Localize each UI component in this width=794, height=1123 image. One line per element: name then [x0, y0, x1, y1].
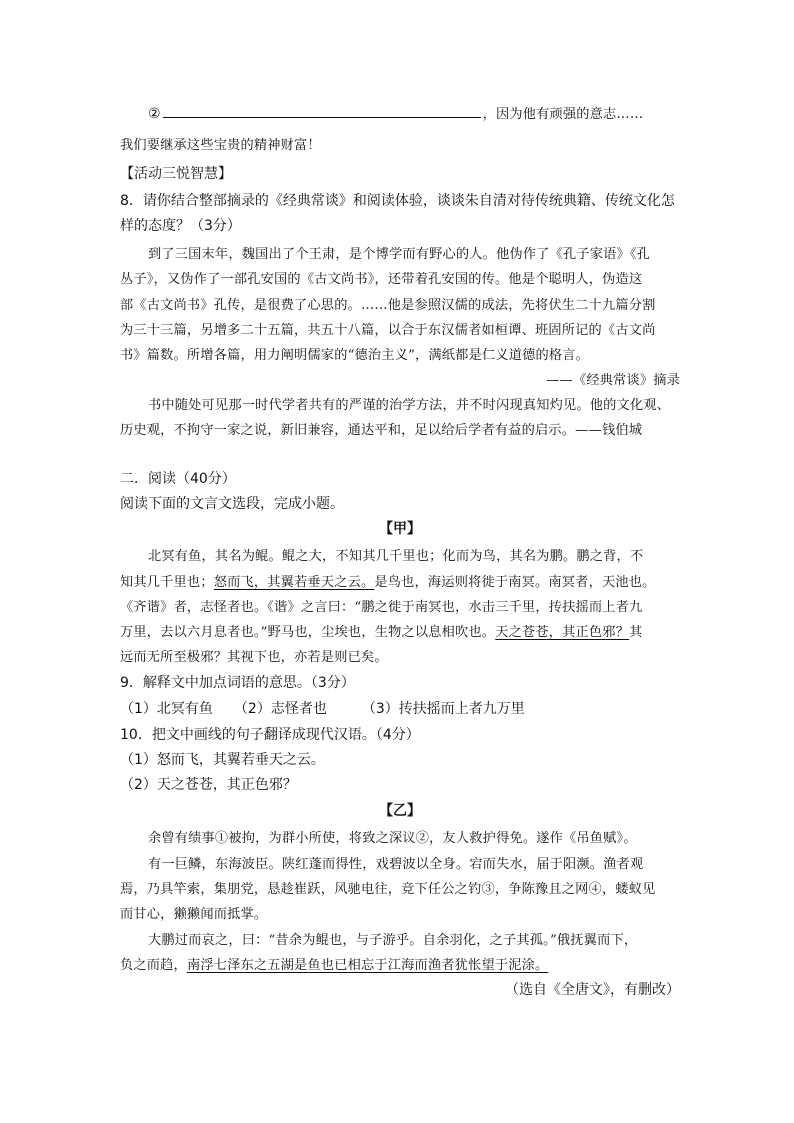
yi-line-4: 而甘心，獭獭闻而抵掌。 — [120, 907, 268, 922]
reading-instruction: 阅读下面的文言文选段，完成小题。 — [120, 496, 344, 512]
yi-line-2: 有一巨鳞，东海波臣。陕红蓬而得性，戏碧波以全身。宕而失水，届于阳濒。渔者观 — [148, 857, 644, 872]
question-10-item-2: （2）天之苍苍，其正色邪？ — [120, 777, 297, 793]
activity-three-heading: 【活动三悦智慧】 — [120, 166, 232, 182]
excerpt-line-4: 为三十三篇，另增多二十五篇，共五十八篇，以合于东汉儒者如桓谭、班固所记的《古文尚 — [120, 323, 656, 338]
underlined-sentence-2: 天之苍苍，其正色邪？ — [495, 625, 630, 640]
excerpt-line-2: 丛子》，又伪作了一部孔安国的《古文尚书》，还带着孔安国的传。他是个聪明人，伪造这 — [120, 272, 643, 287]
underlined-sentence-3: 南浮七泽东之五湖是鱼也已相忘于江海而渔者犹怅望于泥涂。 — [186, 958, 549, 973]
yi-source: （选自《全唐文》，有删改） — [505, 982, 680, 998]
yi-line-6: 负之而趋，南浮七泽东之五湖是鱼也已相忘于江海而渔者犹怅望于泥涂。 — [120, 958, 549, 973]
excerpt-line-3: 部《古文尚书》孔传，是很费了心思的。……他是参照汉儒的成法，先将伏生二十九篇分割 — [120, 298, 656, 313]
jia-line-1: 北冥有鱼，其名为鲲。鲲之大，不知其几千里也；化而为鸟，其名为鹏。鹏之背，不 — [148, 549, 644, 564]
underlined-sentence-1: 怒而飞，其翼若垂天之云。 — [213, 575, 375, 590]
excerpt-line-1: 到了三国末年，魏国出了个王肃，是个博学而有野心的人。他伪作了《孔子家语》《孔 — [148, 247, 651, 262]
question-10: 10．把文中画线的句子翻译成现代汉语。（4分） — [120, 727, 420, 743]
question-10-item-1: （1）怒而飞，其翼若垂天之云。 — [120, 752, 325, 768]
closing-sentence: 我们要继承这些宝贵的精神财富！ — [120, 138, 321, 153]
yi-line-1: 余曾有绩事①被拘，为群小所使，将致之深议②，友人救护得免。遂作《吊鱼赋》。 — [148, 831, 637, 846]
excerpt-source: ——《经典常谈》摘录 — [546, 373, 680, 388]
comment-line-2: 历史观，不拘守一家之说，新旧兼容，通达平和，足以给后学者有益的启示。——钱伯城 — [120, 423, 643, 438]
question-8-line-2: 样的态度？（3分） — [120, 218, 241, 234]
yi-line-5: 大鹏过而哀之，曰：“昔余为鲲也，与子游乎。自余羽化，之子其孤。”俄抚翼而下， — [148, 933, 638, 948]
passage-jia-title: 【甲】 — [379, 521, 421, 537]
excerpt-line-5: 书》篇数。所增各篇，用力阐明儒家的“德治主义”，满纸都是仁义道德的格言。 — [120, 348, 590, 363]
question-9: 9．解释文中加点词语的意思。（3分） — [120, 675, 355, 691]
passage-yi-title: 【乙】 — [379, 803, 421, 819]
jia-line-3: 《齐谐》者，志怪者也。《谐》之言曰：“鹏之徙于南冥也，水击三千里，抟扶摇而上者九 — [120, 600, 643, 615]
item-number: ② — [148, 106, 161, 122]
comment-line-1: 书中随处可见那一时代学者共有的严谨的治学方法，并不时闪现真知灼见。他的文化观、 — [148, 398, 671, 413]
yi-line-3: 焉，乃具竿索，集朋党，恳趁崔跃，风驰电往，竞下任公之钓③，争陈豫且之网④，蝼蚁见 — [120, 882, 656, 897]
jia-line-4: 万里，去以六月息者也。”野马也，尘埃也，生物之以息相吹也。天之苍苍，其正色邪？其 — [120, 625, 643, 640]
section-two-heading: 二．阅读（40分） — [120, 471, 236, 487]
question-8-line-1: 8．请你结合整部摘录的《经典常谈》和阅读体验，谈谈朱自清对待传统典籍、传统文化怎 — [120, 193, 675, 209]
jia-line-2: 知其几千里也；怒而飞，其翼若垂天之云。是鸟也，海运则将徙于南冥。南冥者，天池也。 — [120, 575, 656, 590]
question-9-items: （1）北冥有鱼 （2）志怪者也 （3）抟扶摇而上者九万里 — [120, 701, 525, 717]
answer-blank[interactable] — [163, 104, 481, 118]
blank-followup-text: ，因为他有顽强的意志…… — [482, 107, 644, 122]
answer-blank-line-2 — [148, 103, 708, 122]
jia-line-5: 远而无所至极邪？其视下也，亦若是则已矣。 — [120, 650, 388, 665]
